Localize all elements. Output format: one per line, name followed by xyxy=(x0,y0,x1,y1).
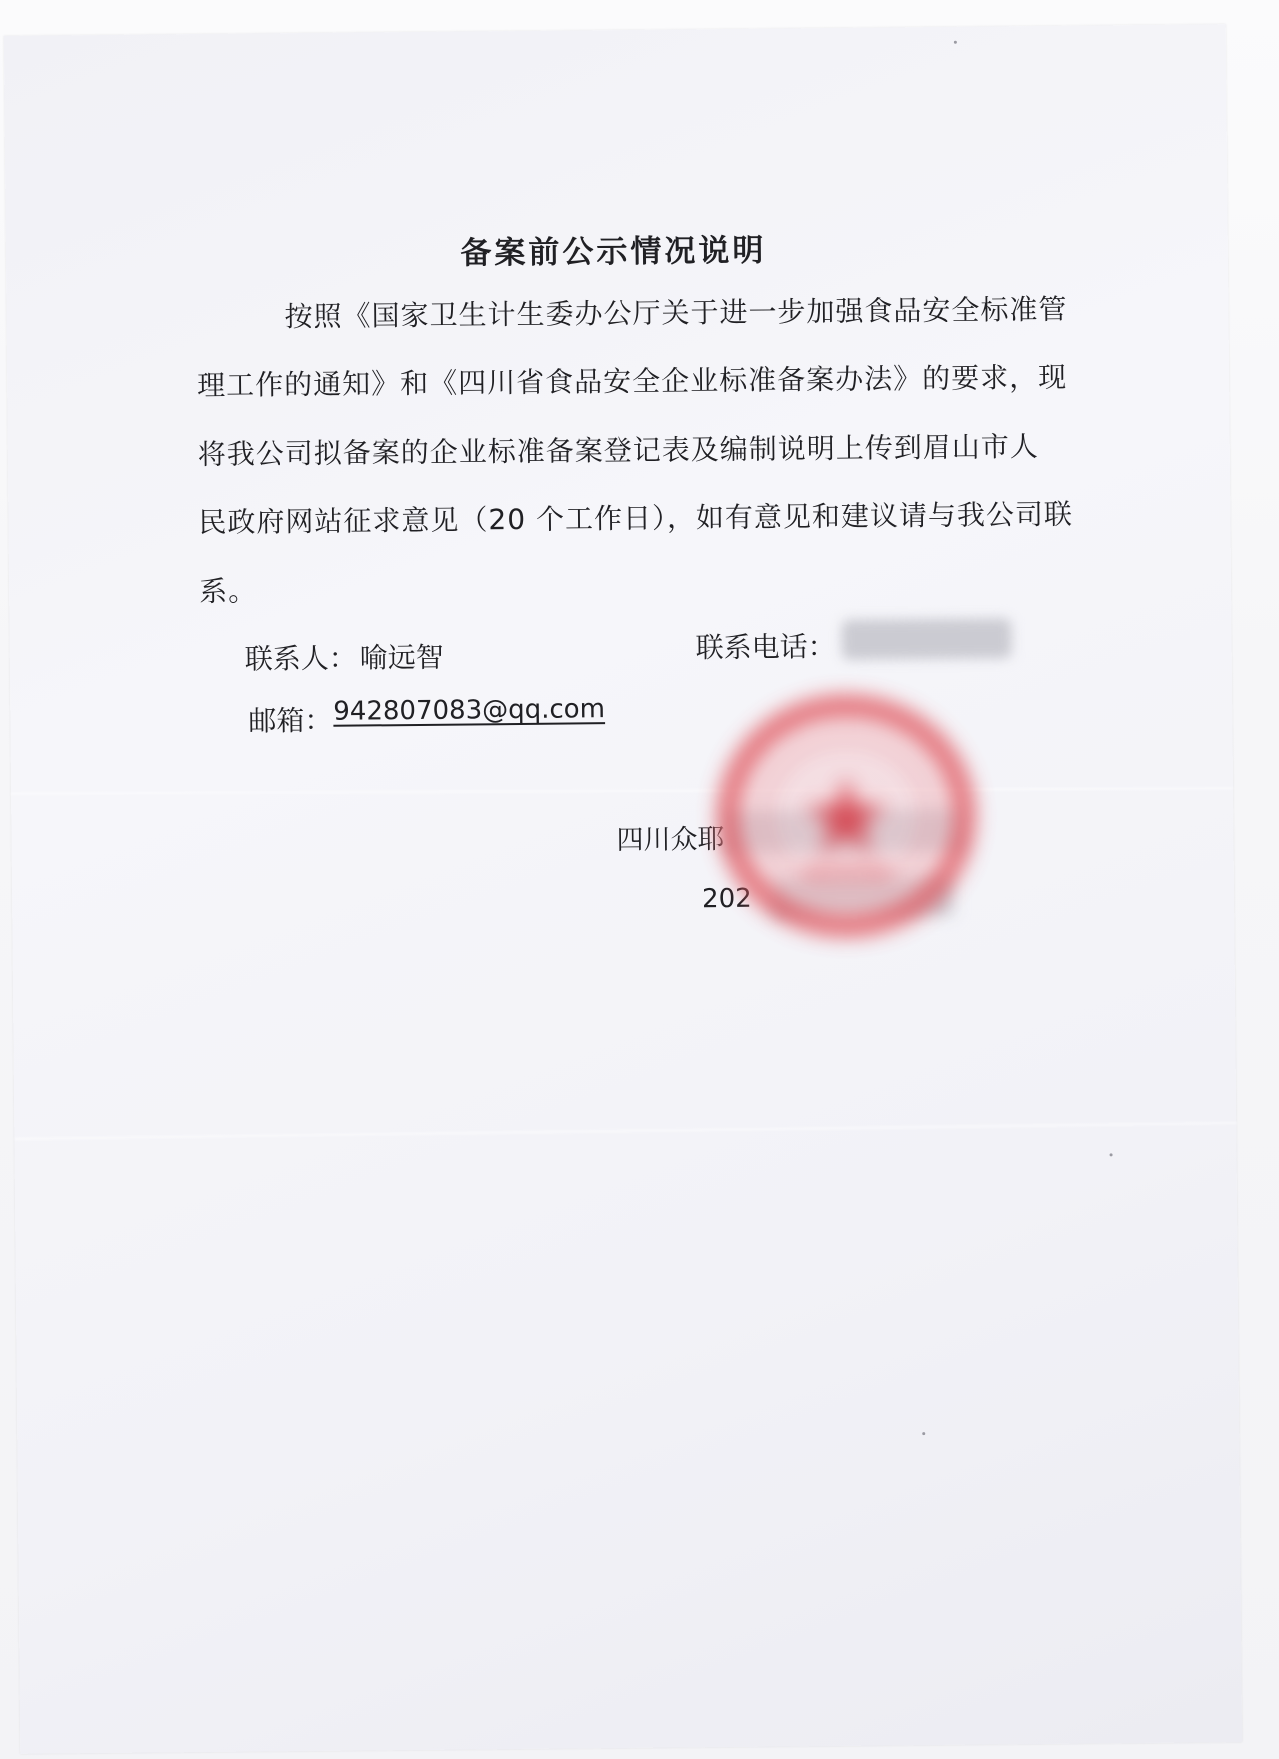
document-title: 备案前公示情况说明 xyxy=(460,232,767,272)
contact-person-name: 喻远智 xyxy=(359,640,444,675)
company-name: 四川众耶 xyxy=(616,824,725,857)
paper-speck xyxy=(954,41,957,44)
redacted-phone-number xyxy=(841,618,1011,660)
paper-crease xyxy=(14,1122,1236,1140)
paragraph-line: 理工作的通知》和《四川省食品安全企业标准备案办法》的要求，现 xyxy=(196,360,1068,403)
paper-speck xyxy=(1110,1153,1113,1156)
paper-speck xyxy=(922,1432,925,1435)
paragraph-line: 民政府网站征求意见（20 个工作日），如有意见和建议请与我公司联 xyxy=(198,497,1074,540)
paper-crease xyxy=(11,787,1233,794)
contact-person-label: 联系人： xyxy=(244,641,357,676)
paragraph-line: 将我公司拟备案的企业标准备案登记表及编制说明上传到眉山市人 xyxy=(197,429,1039,472)
company-seal xyxy=(710,687,982,945)
email-label: 邮箱： xyxy=(248,703,333,738)
paragraph-line: 按照《国家卫生计生委办公厅关于进一步加强食品安全标准管 xyxy=(284,292,1068,334)
signature-date: 202 xyxy=(701,883,752,915)
paragraph-line: 系。 xyxy=(198,574,258,609)
email-link[interactable]: 942807083@qq.com xyxy=(333,694,606,727)
document-page xyxy=(4,24,1242,1754)
phone-label: 联系电话： xyxy=(695,629,836,665)
